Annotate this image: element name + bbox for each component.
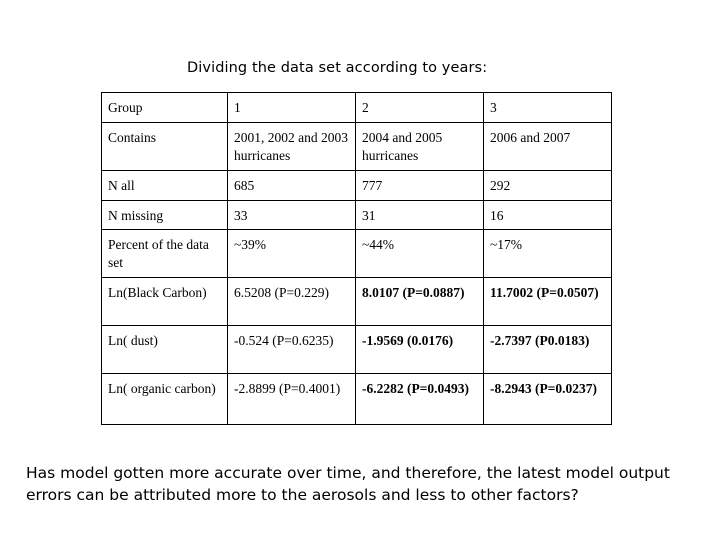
table-cell: -2.8899 (P=0.4001) <box>228 374 356 425</box>
table-row-group <box>102 93 612 123</box>
table-row-dust <box>102 326 612 374</box>
data-table <box>101 92 612 425</box>
table-row-n-missing <box>102 201 612 230</box>
table-cell: ~39% <box>228 230 356 278</box>
table-cell: -8.2943 (P=0.0237) <box>484 374 612 425</box>
table-row-contains <box>102 123 612 171</box>
table-cell: 2001, 2002 and 2003 hurricanes <box>228 123 356 171</box>
row-label: N all <box>102 171 228 201</box>
table-cell: 2006 and 2007 <box>484 123 612 171</box>
table-cell: ~17% <box>484 230 612 278</box>
table-cell: 6.5208 (P=0.229) <box>228 278 356 326</box>
table-cell: -2.7397 (P0.0183) <box>484 326 612 374</box>
question-text: Has model gotten more accurate over time, and therefore, the latest model output errors can be attributed more to the aerosols and less to other factors? <box>26 464 670 504</box>
table-cell: 8.0107 (P=0.0887) <box>356 278 484 326</box>
table-row-percent <box>102 230 612 278</box>
row-label: Ln(Black Carbon) <box>102 278 228 326</box>
table-cell: -1.9569 (0.0176) <box>356 326 484 374</box>
header-cell: 1 <box>228 93 356 123</box>
table-row-n-all <box>102 171 612 201</box>
row-label: N missing <box>102 201 228 230</box>
table-cell: 33 <box>228 201 356 230</box>
header-cell: 3 <box>484 93 612 123</box>
row-label: Contains <box>102 123 228 171</box>
header-cell: 2 <box>356 93 484 123</box>
slide-title: Dividing the data set according to years: <box>187 60 488 76</box>
table-cell: -0.524 (P=0.6235) <box>228 326 356 374</box>
row-label: Ln( dust) <box>102 326 228 374</box>
table-cell: 777 <box>356 171 484 201</box>
header-cell: Group <box>102 93 228 123</box>
table-cell: ~44% <box>356 230 484 278</box>
table-cell: 292 <box>484 171 612 201</box>
table-cell: 11.7002 (P=0.0507) <box>484 278 612 326</box>
table-cell: -6.2282 (P=0.0493) <box>356 374 484 425</box>
table-cell: 16 <box>484 201 612 230</box>
row-label: Percent of the data set <box>102 230 228 278</box>
table-row-organic-carbon <box>102 374 612 425</box>
table-cell: 31 <box>356 201 484 230</box>
table-cell: 2004 and 2005 hurricanes <box>356 123 484 171</box>
table-cell: 685 <box>228 171 356 201</box>
table-row-black-carbon <box>102 278 612 326</box>
row-label: Ln( organic carbon) <box>102 374 228 425</box>
